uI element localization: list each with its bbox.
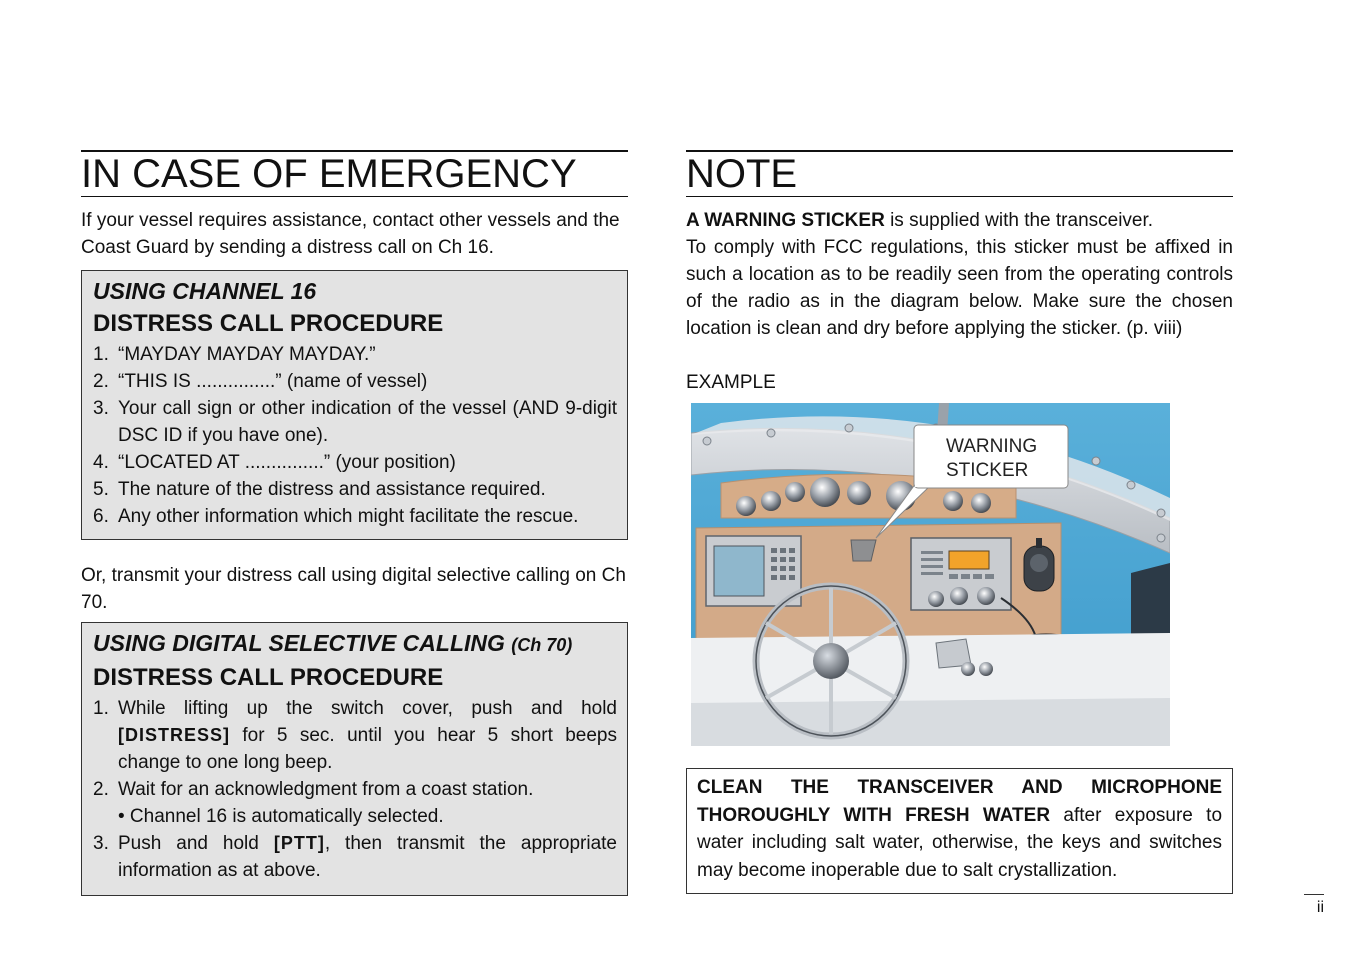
radio-display — [949, 551, 989, 569]
list-item: 1. “MAYDAY MAYDAY MAYDAY.” — [93, 344, 376, 365]
list-item: 2. “THIS IS ...............” (name of vessel) — [93, 371, 428, 392]
distress-key-label: [DISTRESS] — [118, 725, 231, 745]
list-item: 5. The nature of the distress and assistance required. — [93, 479, 546, 500]
example-label: EXAMPLE — [686, 372, 776, 393]
warning-sticker — [851, 540, 876, 561]
list-item: 3. Your call sign or other indication of the vessel (AND 9-digit DSC ID if you have one). — [93, 398, 617, 446]
dsc-subtitle: USING DIGITAL SELECTIVE CALLING (Ch 70) — [93, 630, 573, 656]
dsc-steps — [93, 695, 617, 884]
emergency-section — [81, 150, 628, 896]
clean-notice-box: CLEAN THE TRANSCEIVER AND MICROPHONE THOROUGHLY WITH FRESH WATER after exposure to water including salt water, otherwise, the keys and switches may become inoperable due to salt crystallization. — [686, 768, 1233, 894]
list-item: 6. Any other information which might facilitate the rescue. — [93, 506, 579, 527]
list-item: 1. While lifting up the switch cover, push and hold [DISTRESS] for 5 sec. until you hear 5 short beeps change to one long beep. — [93, 698, 617, 773]
dsc-box — [81, 622, 628, 896]
fcc-text: To comply with FCC regulations, this sticker must be affixed in such a location as to be readily seen from the operating controls of the radio as in the diagram below. Make sure the chosen location is clean and dry before applying the sticker. (p. viii) — [686, 237, 1233, 339]
note-title: NOTE — [686, 152, 798, 196]
callout-line2: STICKER — [946, 460, 1029, 481]
callout-line1: WARNING — [946, 436, 1038, 457]
dsc-heading: DISTRESS CALL PROCEDURE — [93, 664, 444, 691]
channel16-subtitle: USING CHANNEL 16 — [93, 278, 317, 304]
emergency-heading — [81, 150, 628, 197]
dsc-intro: Or, transmit your distress call using digital selective calling on Ch 70. — [81, 565, 626, 613]
note-section — [686, 150, 1233, 881]
sub-note: • Channel 16 is automatically selected. — [118, 806, 444, 827]
list-item: 2. Wait for an acknowledgment from a coast station. • Channel 16 is automatically selected. — [93, 779, 534, 827]
page-number: ii — [1304, 894, 1324, 917]
note-heading — [686, 150, 1233, 197]
channel16-steps — [93, 341, 617, 530]
channel16-heading: DISTRESS CALL PROCEDURE — [93, 310, 444, 337]
list-item: 4. “LOCATED AT ...............” (your position) — [93, 452, 456, 473]
boat-console-illustration — [691, 403, 1170, 746]
emergency-intro: If your vessel requires assistance, contact other vessels and the Coast Guard by sending a distress call on Ch 16. — [81, 210, 620, 258]
channel16-box — [81, 270, 628, 540]
emergency-title: IN CASE OF EMERGENCY — [81, 152, 577, 196]
ptt-key-label: [PTT] — [273, 833, 325, 853]
list-item: 3. Push and hold [PTT], then transmit the appropriate information as at above. — [93, 833, 618, 881]
warning-sticker-text: A WARNING STICKER is supplied with the transceiver. — [686, 210, 1154, 231]
